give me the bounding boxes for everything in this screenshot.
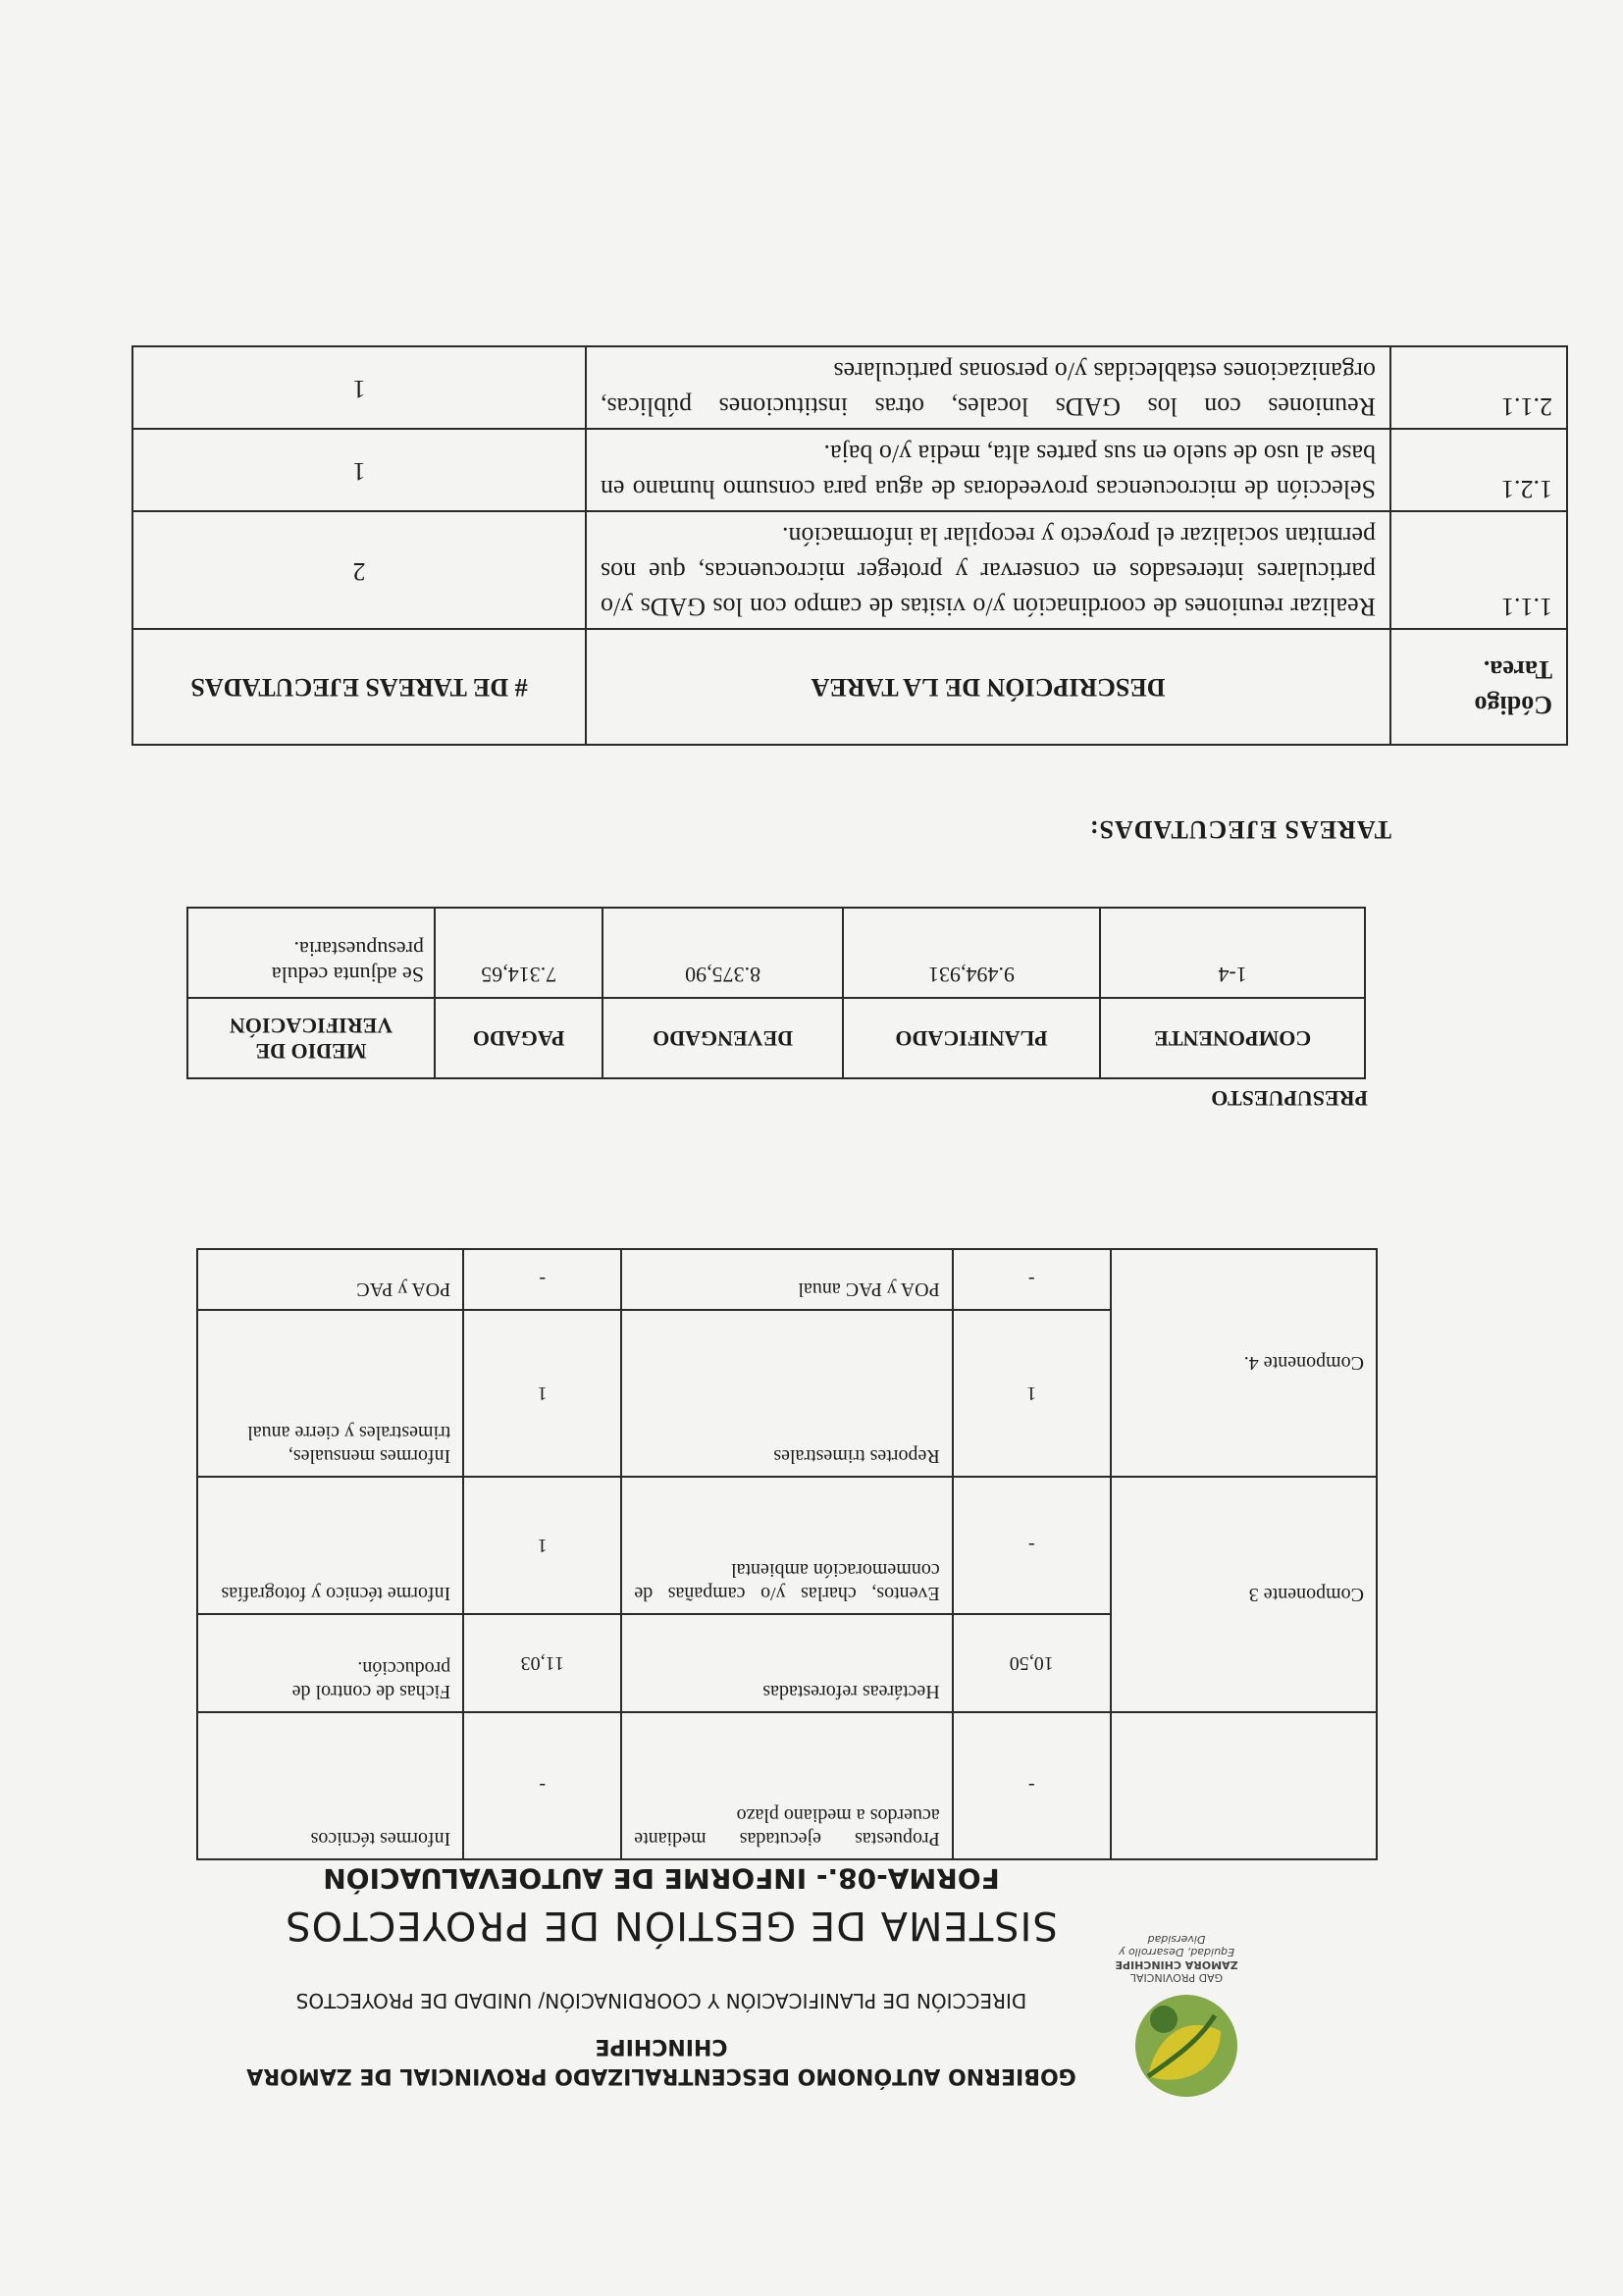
verification-cell: Informe técnico y fotografías bbox=[197, 1477, 463, 1614]
table-row bbox=[132, 511, 1567, 629]
budget-header-verification: MEDIO DE VERIFICACIÓN bbox=[187, 998, 435, 1078]
task-count: 1 bbox=[132, 429, 586, 511]
tasks-header-description: DESCRIPCIÓN DE LA TAREA bbox=[586, 629, 1390, 745]
table-row bbox=[132, 346, 1567, 429]
goal-cell: - bbox=[953, 1477, 1111, 1614]
table-header-row bbox=[132, 629, 1567, 745]
logo-caption-line1: GAD PROVINCIAL bbox=[1129, 1971, 1224, 1984]
budget-accrued: 8.375,90 bbox=[602, 908, 842, 998]
achieved-cell: 1 bbox=[463, 1310, 621, 1477]
indicator-cell: Propuestas ejecutadas mediante acuerdos a mediano plazo bbox=[621, 1712, 952, 1859]
budget-verification: Se adjunta cedula presupuestaria. bbox=[187, 908, 435, 998]
task-code: 1.2.1 bbox=[1390, 429, 1567, 511]
task-count: 2 bbox=[132, 511, 586, 629]
component-name: Componente 4. bbox=[1111, 1249, 1377, 1477]
indicator-cell: POA y PAC anual bbox=[621, 1249, 952, 1310]
budget-component: 1-4 bbox=[1100, 908, 1365, 998]
leaf-logo-icon bbox=[1123, 1982, 1250, 2110]
task-count: 1 bbox=[132, 346, 586, 429]
table-header-row bbox=[187, 998, 1365, 1078]
task-description: Selección de microcuencas proveedoras de agua para consumo humano en base al uso de suelo en sus partes alta, media y/o baja. bbox=[586, 429, 1390, 511]
budget-header-component: COMPONENTE bbox=[1100, 998, 1365, 1078]
achieved-cell: 1 bbox=[463, 1477, 621, 1614]
tasks-header-code: Código Tarea. bbox=[1390, 629, 1567, 745]
header-form-title: FORMA-08.- INFORME DE AUTOEVALUACIÓN bbox=[323, 1862, 1000, 1895]
budget-header-accrued: DEVENGADO bbox=[602, 998, 842, 1078]
tasks-title: TAREAS EJECUTADAS: bbox=[1088, 815, 1391, 844]
goal-cell: 1 bbox=[953, 1310, 1111, 1477]
budget-header-planned: PLANIFICADO bbox=[843, 998, 1100, 1078]
goal-cell: - bbox=[953, 1712, 1111, 1859]
header-system-title: SISTEMA DE GESTIÓN DE PROYECTOS bbox=[285, 1903, 1058, 1948]
logo-caption-line2: ZAMORA CHINCHIPE bbox=[1115, 1958, 1238, 1971]
logo-caption-line3: Equidad, Desarrollo y Diversidad bbox=[1119, 1933, 1234, 1958]
budget-table bbox=[186, 907, 1366, 1079]
task-description: Reuniones con los GADs locales, otras instituciones públicas, organizaciones establecidas y/o personas particulares bbox=[586, 346, 1390, 429]
table-row bbox=[187, 908, 1365, 998]
tasks-table bbox=[131, 345, 1568, 746]
indicator-cell: Reportes trimestrales bbox=[621, 1310, 952, 1477]
verification-cell: POA y PAC bbox=[197, 1249, 463, 1310]
budget-paid: 7.314,65 bbox=[435, 908, 602, 998]
verification-cell: Fichas de control de producción. bbox=[197, 1614, 463, 1712]
achieved-cell: 11,03 bbox=[463, 1614, 621, 1712]
verification-cell: Informes técnicos bbox=[197, 1712, 463, 1859]
header-direction: DIRECCIÓN DE PLANIFICACIÓN Y COORDINACIÓN/ UNIDAD DE PROYECTOS bbox=[295, 1989, 1027, 2012]
component-name bbox=[1111, 1712, 1377, 1859]
table-row bbox=[197, 1310, 1377, 1477]
goal-cell: 10,50 bbox=[953, 1614, 1111, 1712]
components-table bbox=[196, 1248, 1378, 1860]
indicator-cell: Hectáreas reforestadas bbox=[621, 1614, 952, 1712]
verification-cell: Informes mensuales, trimestrales y cierre anual bbox=[197, 1310, 463, 1477]
task-code: 1.1.1 bbox=[1390, 511, 1567, 629]
tasks-header-count: # DE TAREAS EJECUTADAS bbox=[132, 629, 586, 745]
table-row bbox=[197, 1712, 1377, 1859]
budget-planned: 9.494,931 bbox=[843, 908, 1100, 998]
achieved-cell: - bbox=[463, 1249, 621, 1310]
achieved-cell: - bbox=[463, 1712, 621, 1859]
budget-header-paid: PAGADO bbox=[435, 998, 602, 1078]
table-row bbox=[197, 1614, 1377, 1712]
task-code: 2.1.1 bbox=[1390, 346, 1567, 429]
component-name: Componente 3 bbox=[1111, 1477, 1377, 1712]
table-row bbox=[132, 429, 1567, 511]
budget-title: PRESUPUESTO bbox=[1211, 1086, 1368, 1111]
goal-cell: - bbox=[953, 1249, 1111, 1310]
indicator-cell: Eventos, charlas y/o campañas de conmemoración ambiental bbox=[621, 1477, 952, 1614]
header-government: GOBIERNO AUTÓNOMO DESCENTRALIZADO PROVINCIAL DE ZAMORA CHINCHIPE bbox=[246, 2034, 1076, 2088]
task-description: Realizar reuniones de coordinación y/o visitas de campo con los GADs y/o particulares interesados en conservar y proteger microcuencas, que nos permitan socializar el proyecto y recopilar la información. bbox=[586, 511, 1390, 629]
